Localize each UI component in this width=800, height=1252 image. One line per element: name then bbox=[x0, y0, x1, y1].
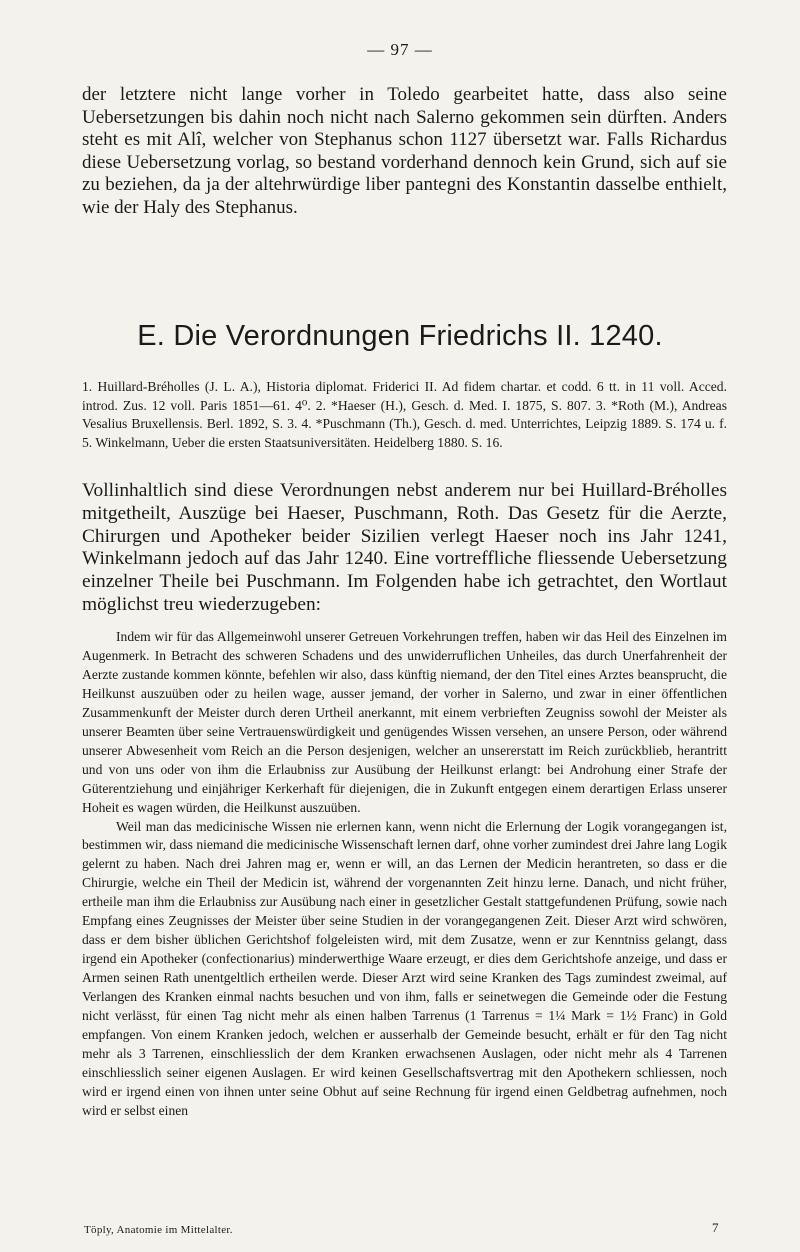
signature-mark: 7 bbox=[712, 1220, 719, 1235]
intro-paragraph: der letztere nicht lange vorher in Toledo gearbeitet hatte, dass also seine Uebersetzungen bis dahin noch nicht nach Salerno gekommen sein dürften. Anders steht es mit Alî, welcher von Stephanus schon 1127 übersetzt war. Falls Richardus diese Uebersetzung vorlag, so bestand vorderhand dennoch kein Grund, sich auf sie zu beziehen, da ja der altehrwürdige liber pantegni des Konstantin dasselbe enthielt, wie der Haly des Stephanus. bbox=[82, 84, 727, 218]
decree-paragraph-1: Indem wir für das Allgemeinwohl unserer Getreuen Vorkehrungen treffen, haben wir das Heil des Einzelnen im Augenmerk. In Betracht des schweren Schadens und des unwiderruflichen Unheiles, das durch Unerfahrenheit der Aerzte zustande kommen könnte, befehlen wir also, dass künftig niemand, der den Titel eines Arztes beansprucht, die Heilkunst auszuüben oder zu heilen wage, ausser jemand, der vorher in Salerno, und zwar in einer öffentlichen Zusammenkunft der Meister durch deren Urtheil anerkannt, mit einem verbrieften Zeugniss sowohl der Meister als unserer Beamten über seine Vertrauenswürdigkeit und genügendes Wissen versehen, an unsere Person, oder während unserer Abwesenheit vom Reich an die Person desjenigen, welcher an unsererstatt im Reich zurückblieb, herantritt und von uns oder von ihm die Erlaubniss zur Ausübung der Heilkunst erlangt: bei Androhung einer Strafe der Güterentziehung und einjähriger Kerkerhaft für diejenigen, die in Zukunft entgegen einem derartigen Erlass unserer Hoheit es wagen würden, die Heilkunst auszuüben. bbox=[82, 629, 727, 815]
lead-paragraph: Vollinhaltlich sind diese Verordnungen nebst anderem nur bei Huillard-Bréholles mitgetheilt, Auszüge bei Haeser, Puschmann, Roth. Das Gesetz für die Aerzte, Chirurgen und Apotheker beider Sizilien verlegt Haeser noch ins Jahr 1241, Winkelmann jedoch auf das Jahr 1240. Eine vortreffliche fliessende Uebersetzung einzelner Theile bei Puschmann. Im Folgenden habe ich getrachtet, den Wortlaut möglichst treu wiederzugeben: bbox=[82, 480, 727, 615]
section-heading: E. Die Verordnungen Friedrichs II. 1240. bbox=[137, 320, 663, 352]
page-number: — 97 — bbox=[367, 40, 433, 59]
running-footer: Töply, Anatomie im Mittelalter. bbox=[84, 1224, 233, 1236]
decree-paragraph-2: Weil man das medicinische Wissen nie erlernen kann, wenn nicht die Erlernung der Logik vorangegangen ist, bestimmen wir, dass niemand die medicinische Wissenschaft lernen darf, ohne vorher zumindest drei Jahre lang Logik gelernt zu haben. Nach drei Jahren mag er, wenn er will, an das Lernen der Medicin herantreten, so dass er die Chirurgie, welche ein Theil der Medicin ist, während der vorgenannten Zeit hinzu lerne. Danach, und nicht früher, ertheile man ihm die Erlaubniss zur Ausübung nach einer in gesetzlicher Gestalt stattgefundenen Prüfung, sowie nach Empfang eines Zeugnisses der Meister über seine Studien in der vorangegangenen Zeit. Dieser Arzt wird schwören, dass er dem bisher üblichen Gerichtshof folgeleisten wird, mit dem Zusatze, wenn er zur Kenntniss gelangt, dass irgend ein Apotheker (confectionarius) minderwerthige Waare erzeugt, er dies dem Gerichtshofe anzeige, und dass er Armen seinen Rath unentgeltlich ertheilen werde. Dieser Arzt wird seine Kranken des Tags zumindest zweimal, auf Verlangen des Kranken einmal nachts besuchen und von ihm, falls er seinetwegen die Gemeinde oder die Festung nicht verlässt, für einen Tag nicht mehr als einen halben Tarrenus (1 Tarrenus = 1¼ Mark = 1½ Franc) in Gold empfangen. Von einem Kranken jedoch, welchen er ausserhalb der Gemeinde besucht, erhält er für den Tag nicht mehr als 3 Tarrenen, einschliesslich der dem Kranken erwachsenen Auslagen, oder nicht mehr als 4 Tarrenen einschliesslich seiner eigenen Auslagen. Er wird keinen Gesellschaftsvertrag mit den Apothekern schliessen, noch wird er irgend einen von ihnen unter seine Obhut auf seine Rechnung für irgend einen Geldbetrag aufnehmen, noch wird er selbst einen bbox=[82, 818, 727, 1118]
references-paragraph: 1. Huillard-Bréholles (J. L. A.), Historia diplomat. Friderici II. Ad fidem chartar. et codd. 6 tt. in 11 voll. Acced. introd. Zus. 12 voll. Paris 1851—61. 4⁰. 2. *Haeser (H.), Gesch. d. Med. I. 1875, S. 807. 3. *Roth (M.), Andreas Vesalius Bruxellensis. Berl. 1892, S. 3. 4. *Puschmann (Th.), Gesch. d. med. Unterrichtes, Leipzig 1889. S. 174 u. f. 5. Winkelmann, Ueber die ersten Staatsuniversitäten. Heidelberg 1880. S. 16. bbox=[82, 379, 727, 450]
decree-text bbox=[82, 628, 727, 1121]
